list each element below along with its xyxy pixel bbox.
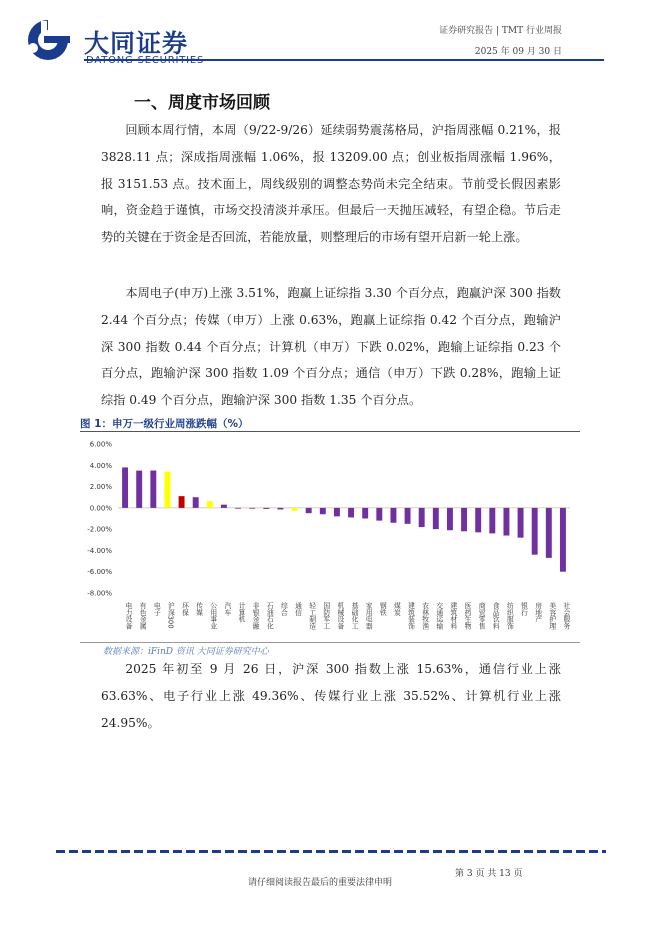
footer-dashed-rule bbox=[56, 850, 606, 853]
y-tick-label: -4.00% bbox=[87, 546, 112, 555]
figure-bottom-rule bbox=[80, 642, 580, 643]
x-tick-label: 传媒 bbox=[194, 602, 203, 616]
bar bbox=[546, 508, 552, 558]
bar bbox=[277, 508, 283, 510]
bar bbox=[292, 508, 298, 511]
bar bbox=[461, 508, 467, 531]
bar bbox=[122, 467, 128, 507]
x-tick-label: 社会服务 bbox=[561, 602, 570, 630]
x-tick-label: 农林牧渔 bbox=[420, 602, 429, 630]
x-tick-label: 基础化工 bbox=[350, 602, 359, 630]
header-rule bbox=[84, 59, 604, 61]
report-type: 证券研究报告 | TMT 行业周报 bbox=[439, 26, 562, 36]
bar bbox=[447, 508, 453, 530]
x-tick-label: 煤炭 bbox=[392, 602, 401, 616]
bar bbox=[489, 508, 495, 534]
figure-title: 图 1：申万一级行业周涨跌幅（%） bbox=[80, 418, 249, 430]
footer-disclaimer: 请仔细阅读报告最后的重要法律申明 bbox=[248, 878, 393, 888]
bar bbox=[207, 501, 213, 508]
x-tick-label: 交通运输 bbox=[434, 602, 443, 630]
bar bbox=[475, 508, 481, 532]
y-tick-label: 4.00% bbox=[89, 461, 112, 470]
bar bbox=[362, 508, 368, 519]
x-tick-label: 机械设备 bbox=[335, 602, 344, 630]
x-tick-label: 食品饮料 bbox=[491, 602, 500, 630]
x-tick-label: 纺织服饰 bbox=[505, 602, 514, 630]
y-tick-label: 0.00% bbox=[89, 504, 112, 513]
x-tick-label: 家用电器 bbox=[364, 602, 373, 630]
bar bbox=[405, 508, 411, 524]
bar bbox=[179, 496, 185, 508]
x-tick-label: 汽车 bbox=[222, 602, 231, 616]
bar bbox=[376, 508, 382, 521]
x-tick-label: 医药生物 bbox=[463, 602, 472, 630]
bar bbox=[419, 508, 425, 527]
figure-source: 数据来源：iFinD 资讯 大同证券研究中心 bbox=[103, 647, 269, 657]
y-tick-label: -8.00% bbox=[87, 589, 112, 598]
x-tick-label: 有色金属 bbox=[138, 602, 147, 630]
x-tick-label: 轻工制造 bbox=[307, 602, 316, 630]
paragraph-tmt-weekly: 本周电子(申万)上涨 3.51%，跑赢上证综指 3.30 个百分点，跑赢沪深 300 指数 2.44 个百分点；传媒（申万）上涨 0.63%，跑赢上证综指 0.42 个百分点，跑输沪深 300 指数 0.44 个百分点；计算机（申万）下跌 0.02%，跑输上证综指 0.23 个百分点，跑输沪深 300 指数 1.09 个百分点；通信（申万）下跌 0.28%，跑输上证综指 0.49 个百分点，跑输沪深 300 指数 1.35 个百分点。 bbox=[101, 286, 561, 408]
bar bbox=[532, 508, 538, 555]
bar bbox=[503, 508, 509, 536]
bar bbox=[320, 508, 326, 514]
x-tick-label: 房地产 bbox=[533, 602, 542, 623]
bar bbox=[560, 508, 566, 572]
y-tick-label: -6.00% bbox=[87, 568, 112, 577]
x-tick-label: 石油石化 bbox=[265, 602, 274, 630]
bar bbox=[518, 508, 524, 538]
bar bbox=[249, 508, 255, 509]
bar bbox=[263, 508, 269, 509]
x-tick-label: 综合 bbox=[279, 602, 288, 616]
bar bbox=[334, 508, 340, 517]
x-tick-label: 电力设备 bbox=[124, 602, 133, 630]
x-tick-label: 电子 bbox=[152, 602, 161, 616]
paragraph-market-review: 回顾本周行情，本周（9/22-9/26）延续弱势震荡格局，沪指周涨幅 0.21%，报 3828.11 点；深成指周涨幅 1.06%，报 13209.00 点；创业板指周涨幅 1.96%，报 3151.53 点。技术面上，周线级别的调整态势尚未完全结束。节前受长假因素影响，资金趋于谨慎，市场交投清淡并承压。但最后一天抛压减轻，有望企稳。节后走势的关键在于资金是否回流，若能放量，则整理后的市场有望开启新一轮上涨。 bbox=[101, 123, 561, 245]
x-tick-label: 建筑材料 bbox=[448, 602, 457, 630]
bar bbox=[150, 471, 156, 508]
x-tick-label: 沪深300 bbox=[166, 602, 175, 629]
report-date: 2025 年 09 月 30 日 bbox=[474, 47, 562, 57]
x-tick-label: 通信 bbox=[293, 602, 302, 616]
x-tick-label: 非银金融 bbox=[251, 602, 260, 630]
x-tick-label: 商贸零售 bbox=[477, 602, 486, 630]
paragraph-ytd: 2025 年初至 9 月 26 日，沪深 300 指数上涨 15.63%，通信行业上涨 63.63%、电子行业上涨 49.36%、传媒行业上涨 35.52%、计算机行业上涨 24.95%。 bbox=[101, 662, 561, 730]
bar bbox=[390, 508, 396, 523]
bar bbox=[136, 471, 142, 508]
x-tick-label: 国防军工 bbox=[321, 602, 330, 630]
x-tick-label: 环保 bbox=[180, 602, 189, 616]
bar bbox=[193, 497, 199, 508]
bar bbox=[433, 508, 439, 529]
logo-text-cn: 大同证券 bbox=[84, 29, 189, 58]
bar bbox=[235, 508, 241, 509]
bar bbox=[164, 472, 170, 508]
section-title: 一、周度市场回顾 bbox=[134, 93, 270, 113]
y-tick-label: 6.00% bbox=[89, 440, 112, 449]
x-tick-label: 钢铁 bbox=[378, 602, 387, 616]
bar bbox=[221, 505, 227, 508]
y-tick-label: 2.00% bbox=[89, 483, 112, 492]
bar bbox=[306, 508, 312, 513]
x-tick-label: 美容护理 bbox=[547, 602, 556, 630]
x-tick-label: 银行 bbox=[519, 602, 528, 616]
y-tick-label: -2.00% bbox=[87, 525, 112, 534]
x-tick-label: 公用事业 bbox=[208, 602, 217, 630]
x-tick-label: 建筑装饰 bbox=[406, 602, 415, 630]
industry-weekly-change-chart bbox=[80, 432, 580, 640]
bar bbox=[348, 508, 354, 518]
page-number: 第 3 页 共 13 页 bbox=[455, 869, 523, 879]
x-tick-label: 计算机 bbox=[237, 602, 246, 623]
datong-logo-icon bbox=[24, 18, 72, 62]
